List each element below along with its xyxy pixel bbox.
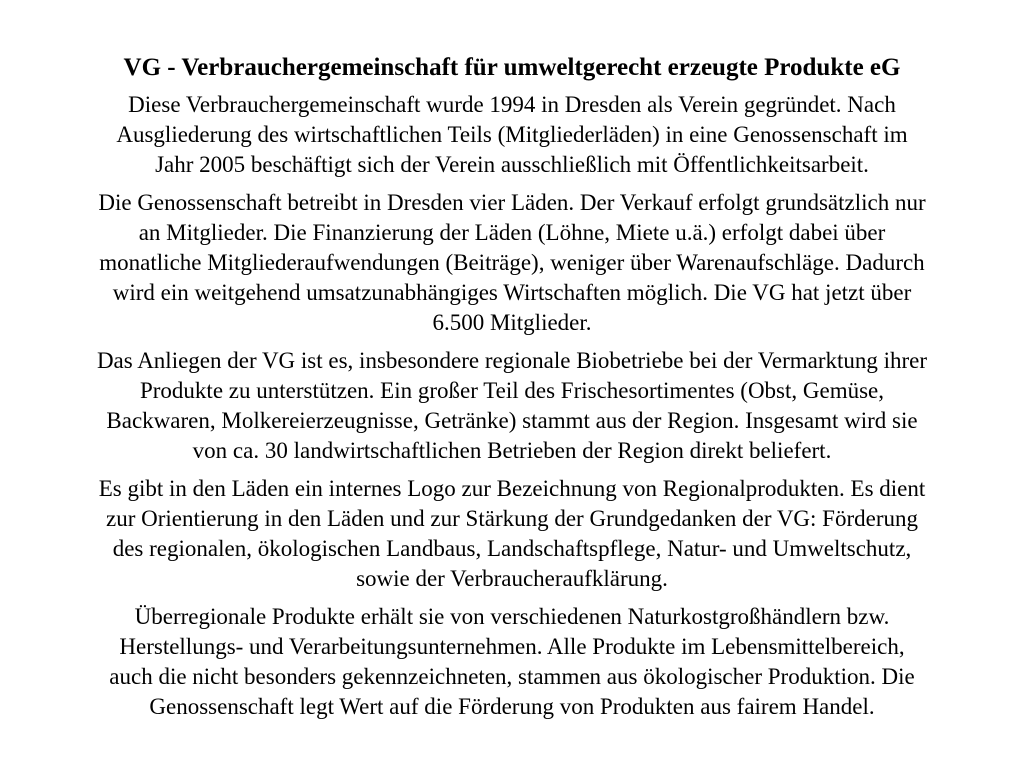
- text-line: von ca. 30 landwirtschaftlichen Betrieben der Region direkt beliefert.: [192, 438, 832, 463]
- text-line: Jahr 2005 beschäftigt sich der Verein ausschließlich mit Öffentlichkeitsarbeit.: [155, 152, 869, 177]
- text-line: Ausgliederung des wirtschaftlichen Teils (Mitgliederläden) in eine Genossenschaft im: [116, 122, 908, 147]
- text-line: des regionalen, ökologischen Landbaus, Landschaftspflege, Natur- und Umweltschutz,: [112, 536, 912, 561]
- text-line: an Mitglieder. Die Finanzierung der Läden (Löhne, Miete u.ä.) erfolgt dabei über: [138, 220, 886, 245]
- paragraph-history: [38, 90, 986, 180]
- text-line: sowie der Verbraucheraufklärung.: [356, 566, 668, 591]
- text-line: monatliche Mitgliederaufwendungen (Beiträge), weniger über Warenaufschläge. Dadurch: [99, 250, 925, 275]
- text-line: Backwaren, Molkereierzeugnisse, Getränke) stammt aus der Region. Insgesamt wird sie: [106, 408, 918, 433]
- paragraph-regional: [38, 346, 986, 466]
- text-line: 6.500 Mitglieder.: [432, 310, 592, 335]
- paragraph-shops: [38, 188, 986, 338]
- text-line: Genossenschaft legt Wert auf die Förderung von Produkten aus fairem Handel.: [149, 694, 875, 719]
- text-line: Die Genossenschaft betreibt in Dresden vier Läden. Der Verkauf erfolgt grundsätzlich nur: [98, 190, 926, 215]
- text-line: wird ein weitgehend umsatzunabhängiges Wirtschaften möglich. Die VG hat jetzt über: [112, 280, 912, 305]
- text-line: Es gibt in den Läden ein internes Logo zur Bezeichnung von Regionalprodukten. Es dient: [98, 476, 926, 501]
- text-line: zur Orientierung in den Läden und zur Stärkung der Grundgedanken der VG: Förderung: [105, 506, 918, 531]
- text-line: Diese Verbrauchergemeinschaft wurde 1994 in Dresden als Verein gegründet. Nach: [128, 92, 896, 117]
- text-line: Herstellungs- und Verarbeitungsunternehmen. Alle Produkte im Lebensmittelbereich,: [119, 634, 905, 659]
- page-title: VG - Verbrauchergemeinschaft für umweltgerecht erzeugte Produkte eG: [123, 54, 901, 81]
- paragraph-supraregional: [38, 602, 986, 722]
- text-line: Das Anliegen der VG ist es, insbesondere regionale Biobetriebe bei der Vermarktung ihrer: [96, 348, 928, 373]
- paragraph-logo: [38, 474, 986, 594]
- text-line: Überregionale Produkte erhält sie von verschiedenen Naturkostgroßhändlern bzw.: [134, 604, 890, 629]
- text-line: Produkte zu unterstützen. Ein großer Teil des Frischesortimentes (Obst, Gemüse,: [139, 378, 885, 403]
- text-line: auch die nicht besonders gekennzeichneten, stammen aus ökologischer Produktion. Die: [109, 664, 915, 689]
